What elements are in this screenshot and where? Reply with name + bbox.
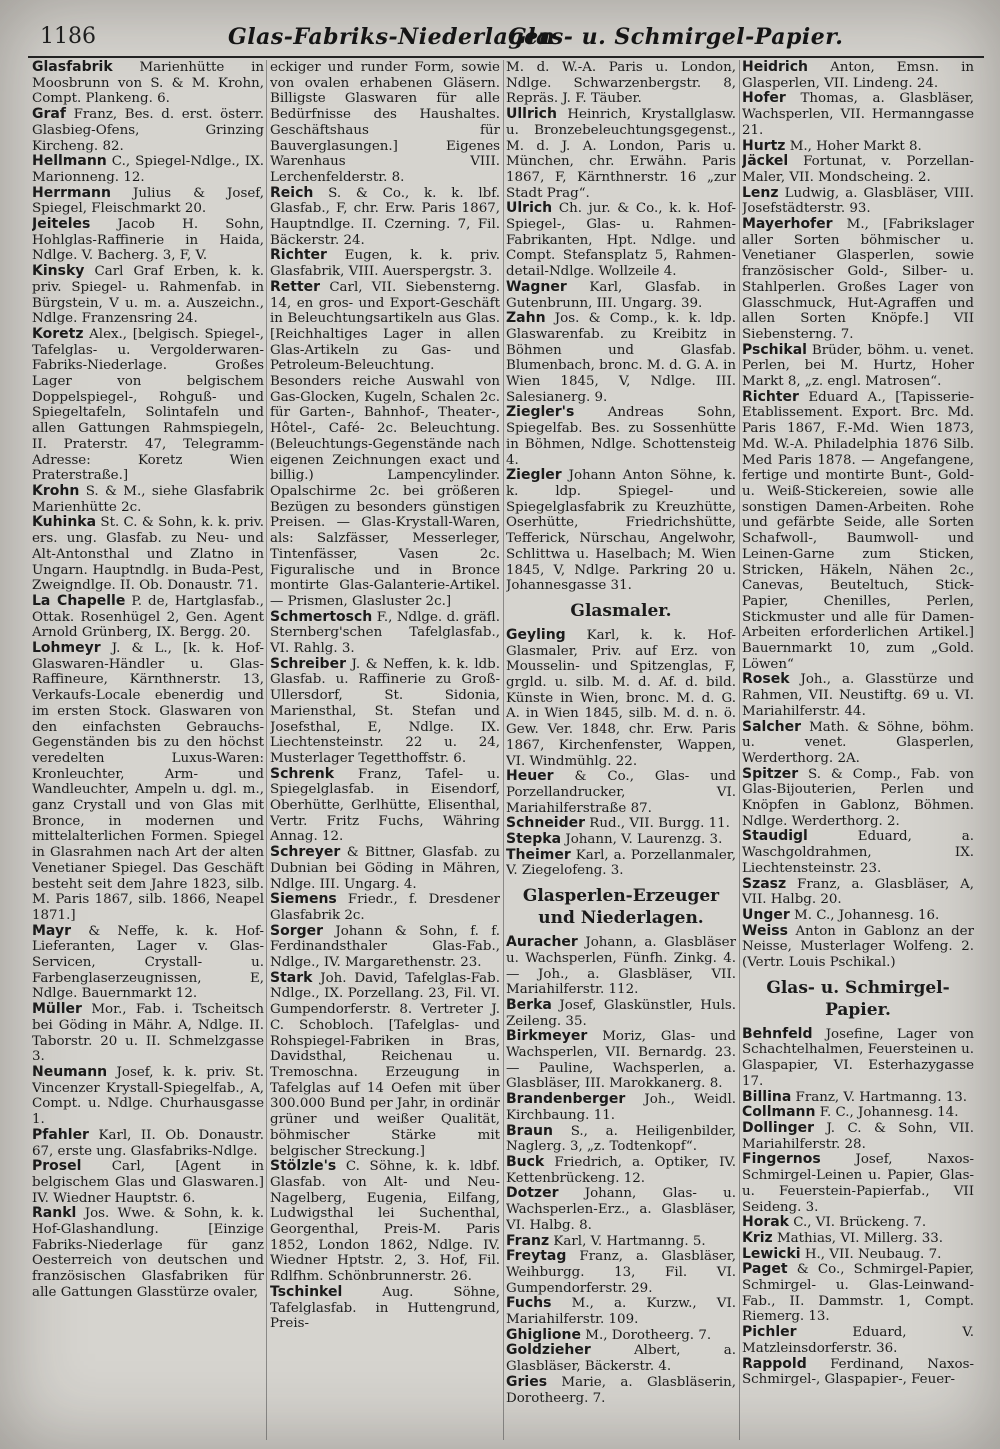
entry-name: Richter <box>742 388 799 405</box>
directory-entry <box>742 139 974 155</box>
entry-name: Franz <box>506 1232 550 1249</box>
directory-entry <box>742 672 974 719</box>
entry-text: Eduard A., [Tapisserie-Etablissement. Export. Brc. Md. Paris 1867, F.-Md. Wien 1873, Md. W.-A. Philadelphia 1876 Silb. Med Paris 1878. — Angefangene, fertige und montirte Bunt-, Gold- u. Weiß-Stickereien, sowie alle sonstigen Damen-Arbeiten. Rohe und gefärbte Seide, alle Sorten Schafwoll-, Baumwoll- und Leinen-Garne zum Sticken, Stricken, Häkeln, Nähen 2c., Canevas, Beuteltuch, Stick-Papier, Chenilles, Perlen, Stickmuster und alle für Damen-Arbeiten erforderlichen Artikel.] Bauernmarkt 10, zum „Gold. Löwen“ <box>742 389 974 672</box>
column-divider <box>503 60 504 1440</box>
entry-name: Retter <box>270 278 321 295</box>
entry-name: Freytag <box>506 1248 567 1265</box>
directory-entry <box>742 1105 974 1121</box>
directory-entry <box>506 1029 736 1092</box>
directory-entry <box>270 767 500 846</box>
directory-entry <box>270 971 500 1159</box>
entry-text: Franz, Bes. d. erst. österr. Glasbieg-Ofens, Grinzing Kircheng. 82. <box>32 107 264 154</box>
directory-entry <box>32 1159 264 1206</box>
entry-name: Ullrich <box>506 106 557 123</box>
entry-name: Stölzle's <box>270 1158 337 1175</box>
entry-text: S., a. Heiligenbilder, Naglerg. 3, „z. Todtenkopf“. <box>506 1123 736 1155</box>
entry-text: Franz, V. Hartmanng. 13. <box>795 1089 968 1105</box>
entry-text: Mathias, VI. Millerg. 33. <box>776 1230 944 1246</box>
entry-text: St. C. & Sohn, k. k. priv. ers. ung. Glasfab. zu Neu- und Alt-Antonsthal und Zlatno in Ungarn. Hauptndlg. in Buda-Pest, Zweigndlge. II. Ob. Donaustr. 71. <box>32 515 264 594</box>
entry-name: Mayr <box>32 922 71 939</box>
section-heading: Glasmaler. <box>570 600 672 621</box>
entry-name: Ghiglione <box>506 1326 581 1343</box>
directory-entry <box>742 1027 974 1090</box>
entry-name: Jeiteles <box>32 216 91 233</box>
directory-entry <box>506 311 736 405</box>
entry-text: Carl, [Agent in belgischem Glas und Glaswaren.] IV. Wiedner Hauptstr. 6. <box>32 1159 264 1206</box>
directory-entry <box>32 154 264 185</box>
directory-entry <box>742 720 974 767</box>
entry-text: Ch. jur. & Co., k. k. Hof-Spiegel-, Glas- u. Rahmen-Fabrikanten, Hpt. Ndlge. und Compt. Stefansplatz 5, Rahmen-detail-Ndlge. Wollzeile 4. <box>506 201 736 280</box>
entry-name: Unger <box>742 906 790 923</box>
directory-entry <box>506 1328 736 1344</box>
entry-name: Reich <box>270 184 314 201</box>
entry-text: Karl, Glasfab. in Gutenbrunn, III. Ungarg. 39. <box>506 279 736 311</box>
header-rule <box>28 56 984 58</box>
entry-text: & Bittner, Glasfab. zu Dubnian bei Göding in Mähren, Ndlge. III. Ungarg. 4. <box>270 845 500 892</box>
directory-entry <box>32 107 264 154</box>
entry-name: Zahn <box>506 310 546 327</box>
entry-text: Mor., Fab. i. Tscheitsch bei Göding in Mähr. A, Ndlge. II. Taborstr. 20 u. II. Schmelzgasse 3. <box>32 1002 264 1065</box>
entry-text: Johann & Sohn, f. f. Ferdinandsthaler Glas-Fab., Ndlge., IV. Margarethenstr. 23. <box>270 923 500 971</box>
directory-entry <box>506 1296 736 1327</box>
entry-name: Staudigl <box>742 828 808 845</box>
entry-text: Karl, V. Hartmanng. 5. <box>553 1233 706 1249</box>
entry-text: Franz, a. Glasbläser, Weihburgg. 13, Fil. VI. Gumpendorferstr. 29. <box>506 1249 736 1296</box>
entry-text: Karl, a. Porzellanmaler, V. Ziegelofeng. 3. <box>506 847 736 879</box>
column-divider <box>739 60 740 1440</box>
entry-name: Weiss <box>742 922 788 939</box>
entry-text: Anton in Gablonz an der Neisse, Musterlager Wolfeng. 2. (Vertr. Louis Pschikal.) <box>742 923 974 971</box>
entry-text: Jos. & Comp., k. k. ldp. Glaswarenfab. zu Kreibitz in Böhmen und Glasfab. Blumenbach, bronc. M. d. G. A. in Wien 1845, V, Ndlge. III. Salesianerg. 9. <box>506 311 736 405</box>
entry-text: S. & Co., k. k. lbf. Glasfab., F, chr. Erw. Paris 1867, Hauptndlge. II. Czerning. 7, Fil. Bäckerstr. 24. <box>270 185 500 248</box>
directory-entry <box>32 1065 264 1128</box>
entry-name: Goldzieher <box>506 1342 591 1359</box>
entry-text: Friedrich, a. Optiker, IV. Kettenbrückeng. 12. <box>506 1155 736 1186</box>
directory-entry <box>506 60 736 107</box>
entry-name: Wagner <box>506 278 567 295</box>
directory-entry <box>506 1092 736 1123</box>
entry-name: Prosel <box>32 1158 82 1175</box>
directory-entry <box>506 769 736 816</box>
directory-entry <box>742 1231 974 1247</box>
entry-text: Karl, k. k. Hof-Glasmaler, Priv. auf Erz. von Mousselin- und Spitzenglas, F, grgld. u. silb. M. d. Af. d. bild. Künste in Wien, bronc. M. d. G. A. in Wien 1845, silb. M. d. n. ö. Gew. Ver. 1848, chr. Erw. Paris 1867, Kirchenfenster, Wappen, VI. Windmühlg. 22. <box>506 627 736 769</box>
entry-text: Jos. Wwe. & Sohn, k. k. Hof-Glashandlung. [Einzige Fabriks-Niederlage für ganz Oesterreich von deutschen und französischen Glasfabriken für alle Gattungen Glasstürze ovaler, <box>32 1206 264 1300</box>
directory-entry <box>742 924 974 971</box>
directory-entry <box>742 217 974 343</box>
entry-text: Carl, VII. Siebensterng. 14, en gros- und Export-Geschäft in Beleuchtungsartikeln aus Glas. [Reichhaltiges Lager in allen Glas-Artikeln zu Gas- und Petroleum-Beleuchtung. Besonders reiche Auswahl von Gas-Glocken, Kugeln, Schalen 2c. für Garten-, Bahnhof-, Theater-, Hôtel-, Café- 2c. Beleuchtung. (Beleuchtungs-Gegenstände nach eigenen Zeichnungen exact und billig.) Lampencylinder. Opalschirme 2c. bei größeren Bezügen zu besonders günstigen Preisen. — Glas-Krystall-Waren, als: Salzfässer, Messerleger, Tintenfässer, Vasen 2c. Figuralische und in Bronce montirte Glas-Galanterie-Artikel. — Prismen, Glasluster 2c.] <box>270 279 500 609</box>
directory-entry <box>270 1159 500 1285</box>
entry-text: Johann, V. Laurenzg. 3. <box>565 832 723 848</box>
entry-text: J. & Neffen, k. k. ldb. Glasfab. u. Raffinerie zu Groß-Ullersdorf, St. Sidonia, Mariensthal, St. Stefan und Josefsthal, E, Ndlge. IX. Liechtensteinstr. 22 u. 24, Musterlager Tegetthoffstr. 6. <box>270 656 500 766</box>
directory-entry <box>506 816 736 832</box>
entry-text: Josef, Glaskünstler, Huls. Zeileng. 35. <box>506 997 736 1029</box>
entry-name: Buck <box>506 1154 545 1170</box>
entry-text: Josef, k. k. priv. St. Vincenzer Krystall-Spiegelfab., A, Compt. u. Ndlge. Churhausgasse 1. <box>32 1065 264 1128</box>
entry-text: M., Dorotheerg. 7. <box>585 1327 712 1343</box>
entry-text: C. Söhne, k. k. ldbf. Glasfab. von Alt- und Neu-Nagelberg, Eugenia, Eilfang, Ludwigsthal lei Suchenthal, Georgenthal, Preis-M. Paris 1852, London 1862, Ndlge. IV. Wiedner Hptstr. 2, 3. Hof, Fil. Rdlfhm. Schönbrunnerstr. 26. <box>270 1159 500 1285</box>
directory-entry <box>506 832 736 848</box>
entry-text: J. C. & Sohn, VII. Mariahilferstr. 28. <box>742 1121 974 1152</box>
directory-entry <box>506 848 736 879</box>
entry-name: Koretz <box>32 325 84 342</box>
entry-name: Tschinkel <box>270 1283 343 1300</box>
directory-entry <box>506 935 736 998</box>
entry-name: Neumann <box>32 1064 108 1080</box>
entry-text: Friedr., f. Dresdener Glasfabrik 2c. <box>270 892 500 923</box>
directory-entry <box>506 1249 736 1296</box>
page-header <box>28 18 984 52</box>
entry-text: eckiger und runder Form, sowie von ovalen erhabenen Gläsern. Billigste Glaswaren für alle Bedürfnisse des Haushaltes. Geschäftshaus für Bauverglasungen.] Eigenes Warenhaus VIII. Lerchenfelderstr. 8. <box>270 60 500 185</box>
entry-text: M. C., Johannesg. 16. <box>794 907 940 923</box>
entry-name: Jäckel <box>742 153 789 170</box>
entry-name: Lenz <box>742 184 779 201</box>
entry-text: M., [Fabrikslager aller Sorten böhmischer u. Venetianer Glasperlen, sowie französischer Gold-, Silber- u. Stahlperlen. Großes Lager von Glasschmuck, Hut-Agraffen und allen Sorten Knöpfe.] VII Siebensterng. 7. <box>742 217 974 342</box>
directory-entry <box>742 154 974 185</box>
entry-text: Eduard, V. Matzleinsdorferstr. 36. <box>742 1325 974 1356</box>
directory-entry <box>32 515 264 594</box>
entry-text: & Neffe, k. k. Hof-Lieferanten, Lager v. Glas-Servicen, Crystall- u. Farbenglaserzeugnissen, E, Ndlge. Bauernmarkt 12. <box>32 923 264 1002</box>
entry-text: Ferdinand, Naxos-Schmirgel-, Glaspapier-, Feuer- <box>742 1356 974 1388</box>
entry-text: & Co., Glas- und Porzellandrucker, VI. Mariahilferstraße 87. <box>506 769 736 816</box>
entry-name: Spitzer <box>742 765 799 782</box>
entry-text: Franz, a. Glasbläser, A, VII. Halbg. 20. <box>742 876 974 908</box>
entry-text: M., a. Kurzw., VI. Mariahilferstr. 109. <box>506 1296 736 1328</box>
entry-text: Math. & Söhne, böhm. u. venet. Glasperlen, Werderthorg. 2A. <box>742 719 974 766</box>
directory-entry <box>270 1285 500 1332</box>
entry-text: Karl, II. Ob. Donaustr. 67, erste ung. Glasfabriks-Ndlge. <box>32 1127 264 1159</box>
column-2 <box>270 60 500 1440</box>
entry-name: Dollinger <box>742 1120 815 1136</box>
directory-entry <box>32 484 264 515</box>
entry-name: Berka <box>506 996 552 1013</box>
entry-text: Johann, a. Glasbläser u. Wachsperlen, Fünfh. Zinkg. 4. — Joh., a. Glasbläser, VII. Mariahilferstr. 112. <box>506 935 736 998</box>
directory-entry <box>270 60 500 186</box>
entry-text: Andreas Sohn, Spiegelfab. Bes. zu Sossenhütte in Böhmen, Ndlge. Schottensteig 4. <box>506 405 736 468</box>
entry-text: M., Hoher Markt 8. <box>789 138 922 154</box>
entry-name: Birkmeyer <box>506 1028 588 1045</box>
directory-entry <box>742 91 974 138</box>
entry-text: Jacob H. Sohn, Hohlglas-Raffinerie in Haida, Ndlge. V. Bacherg. 3, F, V. <box>32 217 264 264</box>
directory-entry <box>506 1186 736 1233</box>
entry-name: Schreiber <box>270 655 346 672</box>
section-heading: Glas- u. Schmirgel-Papier. <box>766 977 950 1020</box>
directory-entry <box>742 1262 974 1325</box>
entry-text: Julius & Josef, Spiegel, Fleischmarkt 20. <box>32 185 264 217</box>
entry-name: Schrenk <box>270 765 335 782</box>
column-3 <box>506 60 736 1440</box>
directory-entry <box>32 327 264 484</box>
entry-text: Johann, Glas- u. Wachsperlen-Erz., a. Glasbläser, VI. Halbg. 8. <box>506 1186 736 1233</box>
entry-name: Fuchs <box>506 1295 552 1312</box>
entry-name: Ziegler's <box>506 404 575 421</box>
entry-name: Ulrich <box>506 200 553 217</box>
directory-entry <box>506 1234 736 1250</box>
entry-name: Schmertosch <box>270 608 373 625</box>
directory-entry <box>270 845 500 892</box>
directory-entry <box>270 892 500 923</box>
entry-name: Kuhinka <box>32 514 97 531</box>
entry-name: Pschikal <box>742 341 807 358</box>
entry-name: Lewicki <box>742 1245 801 1262</box>
directory-entry <box>742 60 974 91</box>
entry-text: Moriz, Glas- und Wachsperlen, VII. Bernardg. 23. — Pauline, Wachsperlen, a. Glasbläser, III. Marokkanerg. 8. <box>506 1029 736 1092</box>
directory-entry <box>742 767 974 830</box>
entry-name: Pfahler <box>32 1126 89 1143</box>
entry-text: Anton, Emsn. in Glasperlen, VII. Lindeng. 24. <box>742 60 974 91</box>
entry-name: Kinsky <box>32 263 85 280</box>
entry-name: Rappold <box>742 1355 807 1372</box>
directory-entry <box>32 1128 264 1159</box>
directory-entry <box>506 201 736 280</box>
entry-name: Dotzer <box>506 1185 559 1202</box>
directory-entry <box>32 186 264 217</box>
directory-entry <box>742 1121 974 1152</box>
entry-text: Josef, Naxos-Schmirgel-Leinen u. Papier, Glas- u. Feuerstein-Papierfab., VII Seideng. 3. <box>742 1152 974 1215</box>
directory-entry <box>742 390 974 673</box>
directory-entry <box>270 248 500 279</box>
entry-text: J. & L., [k. k. Hof-Glaswaren-Händler u. Glas-Raffineure, Kärnthnerstr. 13, Verkaufs-Locale ebenerdig und im ersten Stock. Glaswaren von den einfachsten Gebrauchs-Gegenständen bis zu den höchst veredelten Luxus-Waren: Kronleuchter, Arm- und Wandleuchter, Ampeln u. dgl. m., ganz Crystall und von Glas mit Bronce, in modernen und mittelalterlichen Formen. Spiegel in Glasrahmen nach Art der alten Venetianer Spiegel. Das Geschäft besteht seit dem Jahre 1823, silb. M. Paris 1867, silb. 1866, Neapel 1871.] <box>32 641 264 923</box>
entry-name: Geyling <box>506 626 566 643</box>
directory-entry <box>270 924 500 971</box>
entry-text: Ludwig, a. Glasbläser, VIII. Josefstädterstr. 93. <box>742 185 974 217</box>
entry-text: S. & Comp., Fab. von Glas-Bijouterien, Perlen und Knöpfen in Gablonz, Böhmen. Ndlge. Werderthorg. 2. <box>742 766 974 829</box>
entry-name: Gries <box>506 1373 548 1390</box>
entry-text: Marienhütte in Moosbrunn von S. & M. Krohn, Compt. Plankeng. 6. <box>32 60 264 107</box>
directory-entry <box>742 829 974 876</box>
directory-entry <box>506 1375 736 1406</box>
directory-entry <box>506 628 736 769</box>
entry-text: S. & M., siehe Glasfabrik Marienhütte 2c. <box>32 483 264 515</box>
entry-name: Behnfeld <box>742 1025 813 1042</box>
entry-name: Hofer <box>742 90 786 107</box>
entry-text: Albert, a. Glasbläser, Bäckerstr. 4. <box>506 1343 736 1375</box>
entry-name: Sorger <box>270 922 324 939</box>
directory-entry <box>270 186 500 249</box>
entry-text: Eugen, k. k. priv. Glasfabrik, VIII. Auerspergstr. 3. <box>270 248 500 280</box>
directory-entry <box>742 908 974 924</box>
entry-name: Hellmann <box>32 153 107 170</box>
entry-text: Rud., VII. Burgg. 11. <box>589 816 730 832</box>
directory-entry <box>270 280 500 610</box>
directory-entry <box>32 1206 264 1300</box>
entry-name: Graf <box>32 106 66 123</box>
directory-entry <box>742 1152 974 1215</box>
directory-entry <box>32 924 264 1003</box>
directory-entry <box>32 594 264 641</box>
entry-text: C., Spiegel-Ndlge., IX. Marionneng. 12. <box>32 154 264 185</box>
entry-name: Fingernos <box>742 1151 821 1168</box>
directory-entry <box>506 1124 736 1155</box>
directory-entry <box>32 60 264 107</box>
entry-name: Paget <box>742 1261 788 1278</box>
directory-entry <box>506 280 736 311</box>
running-title-right: Glas- u. Schmirgel-Papier. <box>508 24 844 50</box>
entry-name: Rosek <box>742 671 790 688</box>
entry-name: Herrmann <box>32 184 111 201</box>
entry-name: Glasfabrik <box>32 60 113 75</box>
entry-name: Billina <box>742 1088 792 1105</box>
column-1 <box>32 60 264 1440</box>
directory-entry <box>742 1215 974 1231</box>
entry-text: C., VI. Brückeng. 7. <box>793 1215 927 1231</box>
entry-name: Szasz <box>742 875 787 892</box>
entry-text: Joh. David, Tafelglas-Fab. Ndlge., IX. Porzellang. 23, Fil. VI. Gumpendorferstr. 8. Vertreter J. C. Schobloch. [Tafelglas- und Rohspiegel-Fabriken in Bras, Davidsthal, Reichenau u. Tremoschna. Erzeugung in Tafelglas auf 14 Oefen mit über 300.000 Bund per Jahr, in ordinär grüner und weißer Qualität, böhmischer Stärke mit belgischer Streckung.] <box>270 970 500 1159</box>
directory-entry <box>506 1343 736 1374</box>
column-4 <box>742 60 974 1440</box>
entry-name: Siemens <box>270 891 337 908</box>
entry-name: Schreyer <box>270 844 341 861</box>
entry-name: La Chapelle <box>32 592 126 609</box>
entry-text: Alex., [belgisch. Spiegel-, Tafelglas- u. Vergolderwaren-Fabriks-Niederlage. Großes Lager von belgischem Doppelspiegel-, Rohguß- und Spiegeltafeln, Solintafeln und allen Gattungen Rahmspiegeln, II. Praterstr. 47, Telegramm-Adresse: Koretz Wien Praterstraße.] <box>32 326 264 484</box>
directory-entry <box>32 217 264 264</box>
entry-text: Joh., Weidl. Kirchbaung. 11. <box>506 1092 736 1123</box>
entry-text: Fortunat, v. Porzellan-Maler, VII. Mondscheing. 2. <box>742 154 974 185</box>
entry-text: H., VII. Neubaug. 7. <box>804 1246 942 1262</box>
entry-name: Braun <box>506 1122 553 1139</box>
directory-entry <box>270 657 500 767</box>
column-divider <box>266 60 267 1440</box>
entry-name: Stepka <box>506 831 562 848</box>
entry-name: Pichler <box>742 1324 797 1341</box>
entry-text: P. de, Hartglasfab., Ottak. Rosenhügel 2, Gen. Agent Arnold Grünberg, IX. Bergg. 20. <box>32 593 264 641</box>
entry-name: Müller <box>32 1001 82 1018</box>
directory-entry <box>506 405 736 468</box>
entry-name: Brandenberger <box>506 1091 626 1108</box>
entry-text: Carl Graf Erben, k. k. priv. Spiegel- u. Rahmenfab. in Bürgstein, V u. m. a. Auszeichn., Ndlge. Franzensring 24. <box>32 264 264 327</box>
entry-text: Brüder, böhm. u. venet. Perlen, bei M. Hurtz, Hoher Markt 8, „z. engl. Matrosen“. <box>742 342 974 390</box>
running-title-left: Glas-Fabriks-Niederlagen <box>228 24 556 50</box>
page-number: 1186 <box>40 24 96 49</box>
directory-entry <box>742 1325 974 1356</box>
entry-text: F. C., Johannesg. 14. <box>819 1105 959 1121</box>
directory-entry <box>742 1357 974 1388</box>
section-heading: Glasperlen-Erzeuger und Niederlagen. <box>522 886 720 929</box>
directory-entry <box>742 343 974 390</box>
entry-text: F., Ndlge. d. gräfl. Sternberg'schen Tafelglasfab., VI. Rahlg. 3. <box>270 609 500 657</box>
entry-name: Richter <box>270 247 327 264</box>
entry-text: Franz, Tafel- u. Spiegelglasfab. in Eisendorf, Oberhütte, Gerlhütte, Elisenthal, Vertr. Fritz Fuchs, Währing Annag. 12. <box>270 766 500 845</box>
directory-entry <box>742 877 974 908</box>
entry-name: Stark <box>270 969 313 986</box>
directory-entry <box>742 1247 974 1263</box>
entry-name: Ziegler <box>506 467 562 484</box>
entry-text: Eduard, a. Waschgoldrahmen, IX. Liechtensteinstr. 23. <box>742 829 974 876</box>
entry-text: & Co., Schmirgel-Papier, Schmirgel- u. Glas-Leinwand-Fab., II. Dammstr. 1, Compt. Riemerg. 13. <box>742 1262 974 1325</box>
entry-text: Thomas, a. Glasbläser, Wachsperlen, VII. Hermanngasse 21. <box>742 91 974 138</box>
entry-name: Horak <box>742 1214 789 1231</box>
directory-entry <box>742 186 974 217</box>
entry-name: Mayerhofer <box>742 216 833 233</box>
directory-entry <box>506 107 736 201</box>
entry-text: M. d. W.-A. Paris u. London, Ndlge. Schwarzenbergstr. 8, Repräs. J. F. Täuber. <box>506 60 736 107</box>
entry-text: Marie, a. Glasbläserin, Dorotheerg. 7. <box>506 1374 736 1406</box>
entry-name: Schneider <box>506 815 586 832</box>
entry-name: Salcher <box>742 718 801 735</box>
entry-name: Krohn <box>32 482 80 499</box>
entry-name: Heidrich <box>742 60 809 75</box>
directory-entry <box>506 998 736 1029</box>
directory-entry <box>270 610 500 657</box>
entry-name: Hurtz <box>742 137 786 154</box>
entry-name: Heuer <box>506 768 554 785</box>
entry-text: Josefine, Lager von Schachtelhalmen, Feuersteinen u. Glaspapier, VI. Esterhazygasse 17. <box>742 1026 974 1089</box>
directory-entry <box>506 1155 736 1186</box>
directory-entry <box>742 1090 974 1106</box>
directory-entry <box>32 1002 264 1065</box>
directory-entry <box>32 641 264 924</box>
directory-entry <box>32 264 264 327</box>
entry-name: Rankl <box>32 1205 77 1222</box>
entry-name: Auracher <box>506 934 578 951</box>
entry-text: Johann Anton Söhne, k. k. ldp. Spiegel- und Spiegelglasfabrik zu Kreuzhütte, Oserhütte, Friedrichshütte, Tefferick, Nürschau, Angelwohr, Schlittwa u. Haselbach; M. Wien 1845, V, Ndlge. Parkring 20 u. Johannesgasse 31. <box>506 468 736 594</box>
entry-text: Joh., a. Glasstürze und Rahmen, VII. Neustiftg. 69 u. VI. Mariahilferstr. 44. <box>742 672 974 719</box>
directory-entry <box>506 468 736 594</box>
entry-name: Kriz <box>742 1229 773 1246</box>
entry-text: Heinrich, Krystallglasw. u. Bronzebeleuchtungsgegenst., M. d. J. A. London, Paris u. München, chr. Erwähn. Paris 1867, F, Kärnthnerstr. 16 „zur Stadt Prag“. <box>506 107 736 201</box>
entry-name: Lohmeyr <box>32 640 101 657</box>
entry-name: Collmann <box>742 1104 816 1121</box>
entry-name: Theimer <box>506 846 571 863</box>
entry-text: Aug. Söhne, Tafelglasfab. in Huttengrund, Preis- <box>270 1284 500 1332</box>
